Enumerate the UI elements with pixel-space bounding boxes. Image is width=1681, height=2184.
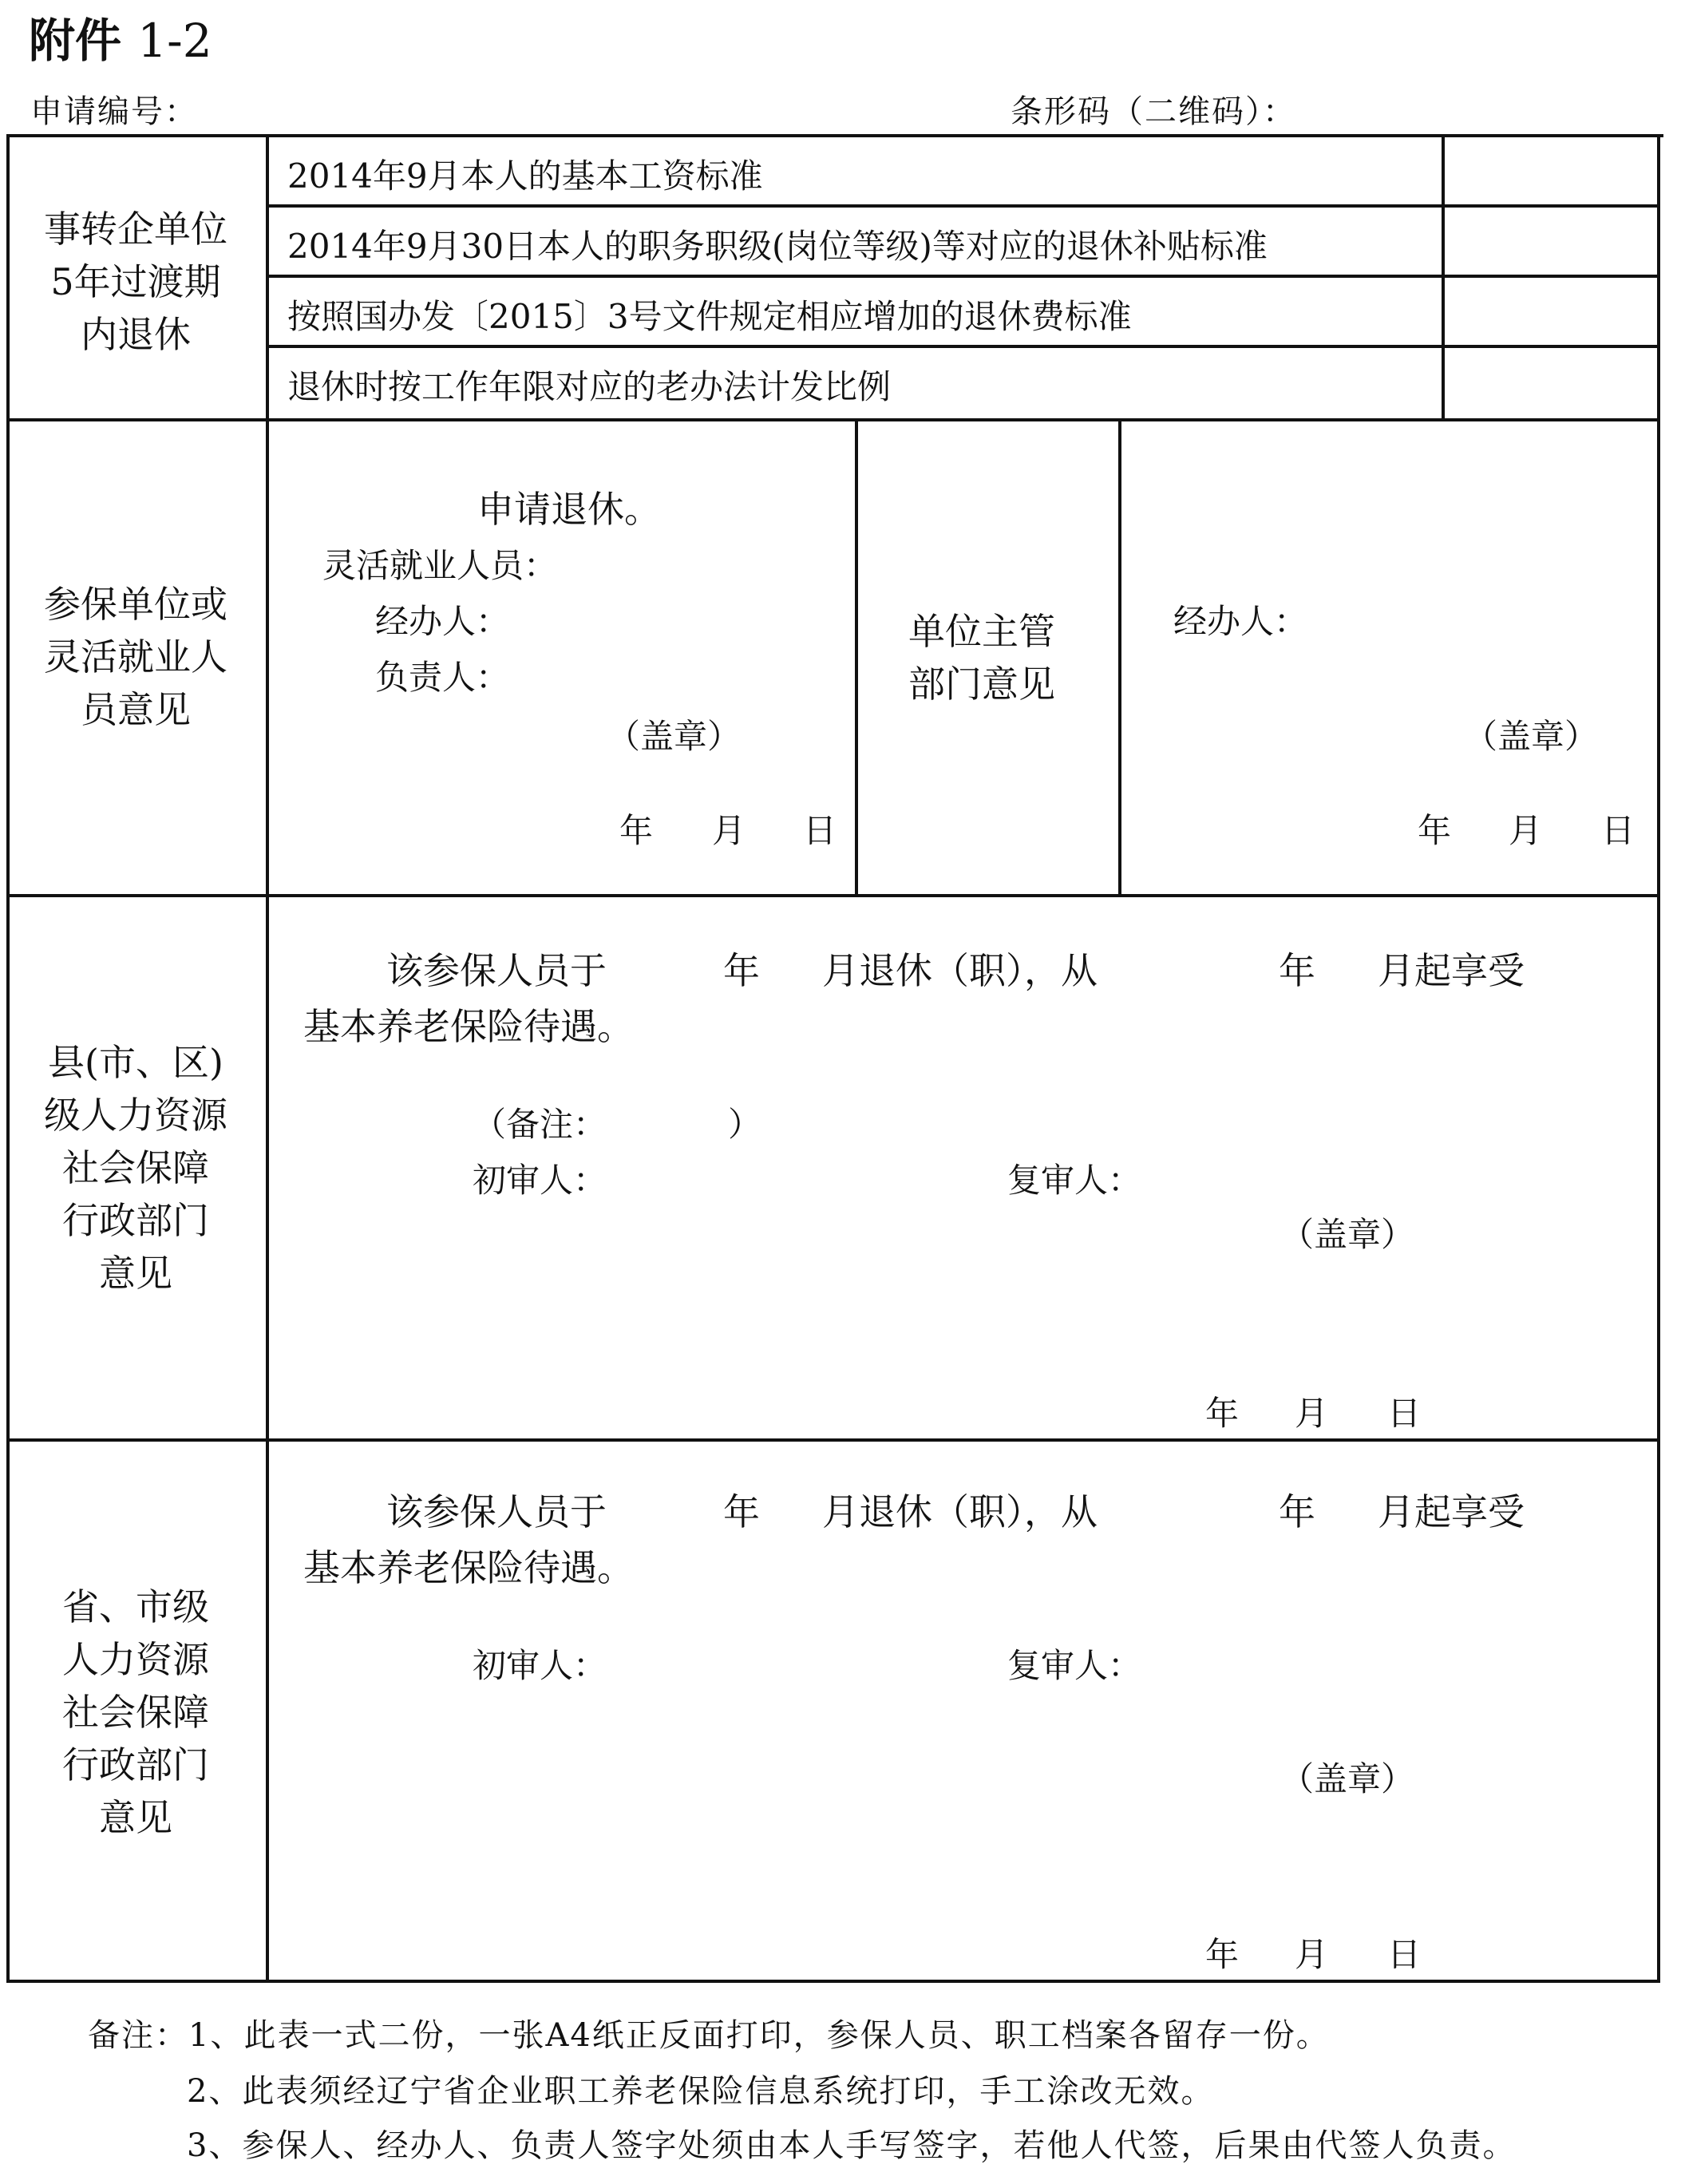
section4-label-line: 意见 xyxy=(99,1796,172,1839)
section2-label-line: 参保单位或 xyxy=(44,583,227,626)
county-date-month: 月 xyxy=(1295,1394,1329,1433)
table-border-top xyxy=(6,134,1663,137)
province-enjoy-year: 年 xyxy=(1279,1490,1315,1533)
section4-label-line: 社会保障 xyxy=(62,1691,209,1734)
county-retire-month: 月退休（职），从 xyxy=(822,949,1098,992)
province-retire-month: 月退休（职），从 xyxy=(822,1490,1098,1533)
section1-row-3: 按照国办发〔2015〕3号文件规定相应增加的退休费标准 xyxy=(287,297,1132,336)
province-date-day: 日 xyxy=(1387,1935,1422,1974)
county-enjoy-year: 年 xyxy=(1279,949,1315,992)
county-first-reviewer: 初审人： xyxy=(473,1161,607,1200)
date-year: 年 xyxy=(619,811,654,850)
province-date-month: 月 xyxy=(1295,1935,1329,1974)
county-remark-close: ） xyxy=(728,1105,762,1144)
county-retire-year: 年 xyxy=(723,949,760,992)
date-day: 日 xyxy=(803,811,837,850)
section2-divider-a xyxy=(855,418,858,896)
section2-label-line: 员意见 xyxy=(81,688,191,731)
section3-label-line: 县(市、区) xyxy=(48,1041,223,1084)
dept-date-day: 日 xyxy=(1601,811,1636,850)
title-number: 1-2 xyxy=(137,14,212,68)
county-remark-open: （备注： xyxy=(473,1105,607,1144)
province-enjoy-month: 月起享受 xyxy=(1378,1490,1525,1533)
county-seal-placeholder: （盖章） xyxy=(1280,1215,1415,1254)
section4-label-line: 人力资源 xyxy=(62,1638,209,1681)
section2-label-line: 灵活就业人 xyxy=(44,635,227,679)
table-border-left xyxy=(6,134,10,1983)
page-title xyxy=(29,3,212,70)
province-sentence-start: 该参保人员于 xyxy=(386,1490,607,1533)
section-divider-2 xyxy=(6,894,1660,897)
barcode-label: 条形码（二维码）： xyxy=(1011,93,1296,130)
section1-row-divider-1 xyxy=(266,204,1660,208)
section4-label-line: 行政部门 xyxy=(62,1743,209,1786)
county-date-day: 日 xyxy=(1387,1394,1422,1433)
section2-divider-b xyxy=(1118,418,1121,896)
dept-label-line: 部门意见 xyxy=(908,663,1055,706)
section1-label-line: 5年过渡期 xyxy=(50,260,221,303)
handler-label: 经办人： xyxy=(375,602,510,641)
county-date-year: 年 xyxy=(1205,1394,1240,1433)
section-divider-1 xyxy=(6,418,1660,421)
section3-label-line: 意见 xyxy=(99,1252,172,1295)
flexible-employee-label: 灵活就业人员： xyxy=(322,546,558,585)
section3-label-line: 级人力资源 xyxy=(44,1094,227,1137)
application-number-label: 申请编号： xyxy=(30,93,198,130)
section1-row-1: 2014年9月本人的基本工资标准 xyxy=(287,156,763,196)
dept-opinion-label xyxy=(908,605,1055,710)
section-divider-3 xyxy=(6,1438,1660,1442)
table-border-bottom xyxy=(6,1980,1660,1983)
label-column-divider xyxy=(266,134,269,1983)
province-seal-placeholder: （盖章） xyxy=(1280,1759,1415,1798)
section1-row-2: 2014年9月30日本人的职务职级(岗位等级)等对应的退休补贴标准 xyxy=(287,227,1268,266)
title-prefix: 附件 xyxy=(29,14,122,68)
province-second-reviewer: 复审人： xyxy=(1007,1646,1142,1685)
dept-label-line: 单位主管 xyxy=(908,610,1055,653)
section1-row-4: 退休时按工作年限对应的老办法计发比例 xyxy=(287,367,892,406)
county-enjoy-month: 月起享受 xyxy=(1378,949,1525,992)
section3-label-line: 行政部门 xyxy=(62,1199,209,1242)
footer-note-2: 2、此表须经辽宁省企业职工养老保险信息系统打印，手工涂改无效。 xyxy=(187,2073,1215,2110)
county-sentence-start: 该参保人员于 xyxy=(386,949,607,992)
date-month: 月 xyxy=(712,811,746,850)
section3-label-line: 社会保障 xyxy=(62,1146,209,1189)
table-border-right xyxy=(1657,134,1660,1983)
section1-label-line: 事转企单位 xyxy=(44,208,227,251)
section1-label xyxy=(16,203,255,361)
footer-note-3: 3、参保人、经办人、负责人签字处须由本人手写签字，若他人代签，后果由代签人负责。 xyxy=(187,2127,1517,2164)
responsible-label: 负责人： xyxy=(375,658,510,697)
dept-handler-label: 经办人： xyxy=(1173,602,1308,641)
section4-label-line: 省、市级 xyxy=(62,1585,209,1628)
dept-date-month: 月 xyxy=(1509,811,1543,850)
dept-seal-placeholder: （盖章） xyxy=(1464,717,1599,756)
province-date-year: 年 xyxy=(1205,1935,1240,1974)
apply-retire-text: 申请退休。 xyxy=(477,488,661,531)
section3-label xyxy=(16,1036,255,1300)
section1-value-divider xyxy=(1442,134,1445,420)
province-retire-year: 年 xyxy=(723,1490,760,1533)
section1-row-divider-2 xyxy=(266,275,1660,278)
footer-note-1: 备注：1、此表一式二份，一张A4纸正反面打印，参保人员、职工档案各留存一份。 xyxy=(88,2017,1330,2054)
section1-row-divider-3 xyxy=(266,345,1660,348)
province-first-reviewer: 初审人： xyxy=(473,1646,607,1685)
dept-date-year: 年 xyxy=(1418,811,1452,850)
section1-label-line: 内退休 xyxy=(81,313,191,356)
county-second-reviewer: 复审人： xyxy=(1007,1161,1142,1200)
seal-placeholder: （盖章） xyxy=(607,717,742,756)
section4-label xyxy=(16,1581,255,1844)
province-sentence-end: 基本养老保险待遇。 xyxy=(303,1546,634,1589)
section2-label xyxy=(16,578,255,736)
county-sentence-end: 基本养老保险待遇。 xyxy=(303,1005,634,1048)
